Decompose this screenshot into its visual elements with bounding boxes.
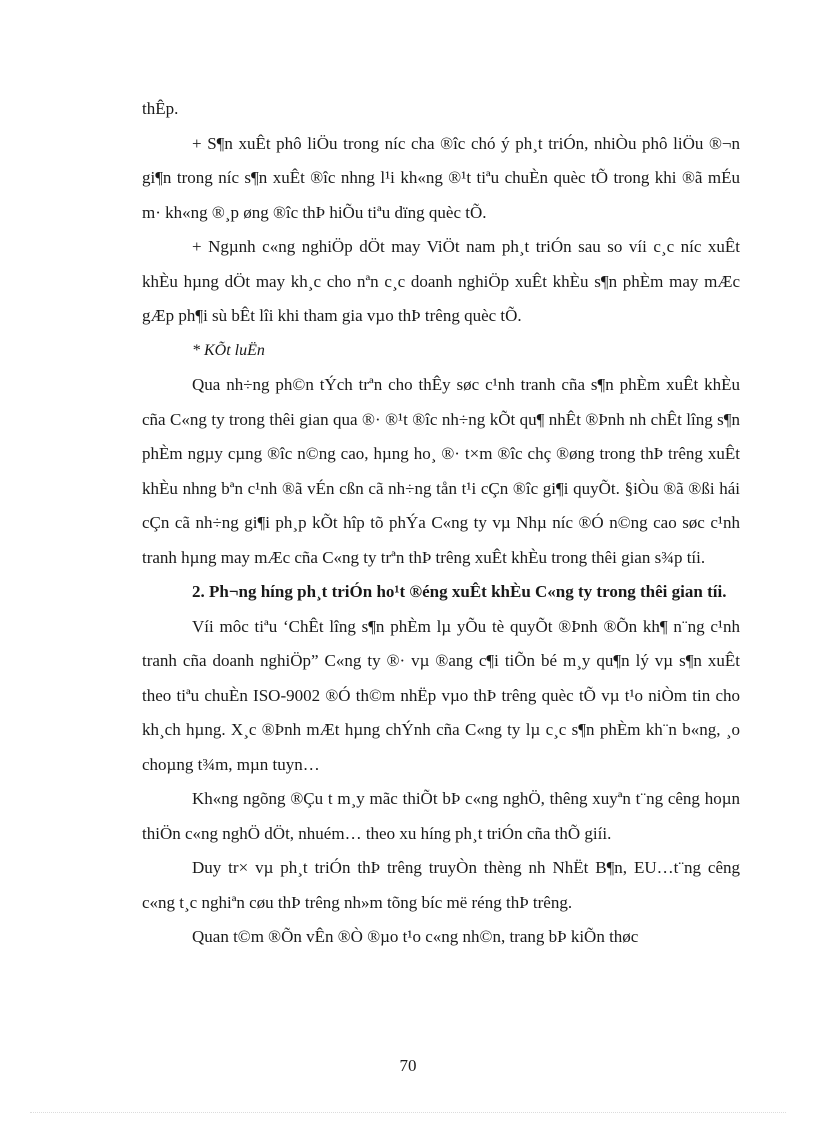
paragraph-objective: Víi môc tiªu ‘ChÊt lîng s¶n phÈm lµ yÕu tè quyÕt ®Þnh ®Õn kh¶ n¨ng c¹nh tranh cña doanh nghiÖp” C«ng ty ®· vµ ®ang c¶i tiÕn bé m¸y qu¶n lý vµ s¶n xuÊt theo tiªu chuÈn ISO-9002 ®Ó th©m nhËp vµo thÞ trêng quèc tÕ vµ t¹o niÒm tin cho kh¸ch hµng. X¸c ®Þnh mÆt hµng chÝnh cña C«ng ty lµ c¸c s¶n phÈm kh¨n b«ng, ¸o choµng t¾m, mµn tuyn… bbox=[142, 616, 740, 774]
section-heading: 2. Ph¬ng híng ph¸t triÓn ho¹t ®éng xuÊt khÈu C«ng ty trong thêi gian tíi. bbox=[192, 582, 727, 601]
paragraph-conclusion: Qua nh÷ng ph©n tÝch trªn cho thÊy søc c¹nh tranh cña s¶n phÈm xuÊt khÈu cña C«ng ty trong thêi gian qua ®· ®¹t ®îc nh÷ng kÕt qu¶ nhÊt ®Þnh nh chÊt lîng s¶n phÈm ngµy cµng ®îc n©ng cao, hµng ho¸ ®· t×m ®îc chç ®øng trong thÞ trêng xuÊt khÈu nhng bªn c¹nh ®ã vÉn cßn cã nh÷ng tån t¹i cÇn ®îc gi¶i quyÕt. §iÒu ®ã ®ßi hái cÇn cã nh÷ng gi¶i ph¸p kÕt hîp tõ phÝa C«ng ty vµ Nhµ níc ®Ó n©ng cao søc c¹nh tranh hµng may mÆc cña C«ng ty trªn thÞ trêng xuÊt khÈu trong thêi gian s¾p tíi. bbox=[142, 375, 740, 567]
paragraph-raw-materials: + S¶n xuÊt phô liÖu trong níc cha ®îc chó ý ph¸t triÓn, nhiÒu phô liÖu ®¬n gi¶n trong níc s¶n xuÊt ®îc nhng l¹i kh«ng ®¹t tiªu chuÈn quèc tÕ trong khi ®ã mÉu m· kh«ng ®¸p øng ®îc thÞ hiÕu tiªu dïng quèc tÕ. bbox=[142, 133, 740, 222]
paragraph-markets: Duy tr× vµ ph¸t triÓn thÞ trêng truyÒn thèng nh NhËt B¶n, EU…t¨ng cêng c«ng t¸c nghiªn cøu thÞ trêng nh»m tõng bíc më réng thÞ trêng. bbox=[142, 858, 740, 912]
paragraph-continuation: thÊp. bbox=[142, 99, 179, 118]
document-body bbox=[142, 92, 740, 955]
page-bottom-divider bbox=[30, 1112, 786, 1113]
paragraph-training: Quan t©m ®Õn vÊn ®Ò ®µo t¹o c«ng nh©n, trang bÞ kiÕn thøc bbox=[192, 927, 639, 946]
paragraph-investment: Kh«ng ngõng ®Çu t m¸y mãc thiÕt bÞ c«ng nghÖ, thêng xuyªn t¨ng cêng hoµn thiÖn c«ng nghÖ dÖt, nhuém… theo xu híng ph¸t triÓn cña thÕ giíi. bbox=[142, 789, 740, 843]
paragraph-industry: + Ngµnh c«ng nghiÖp dÖt may ViÖt nam ph¸t triÓn sau so víi c¸c níc xuÊt khÈu hµng dÖt may kh¸c cho nªn c¸c doanh nghiÖp xuÊt khÈu s¶n phÈm may mÆc gÆp ph¶i sù bÊt lîi khi tham gia vµo thÞ trêng quèc tÕ. bbox=[142, 237, 740, 325]
conclusion-label: * KÕt luËn bbox=[192, 341, 265, 359]
page-number: 70 bbox=[399, 1056, 417, 1075]
